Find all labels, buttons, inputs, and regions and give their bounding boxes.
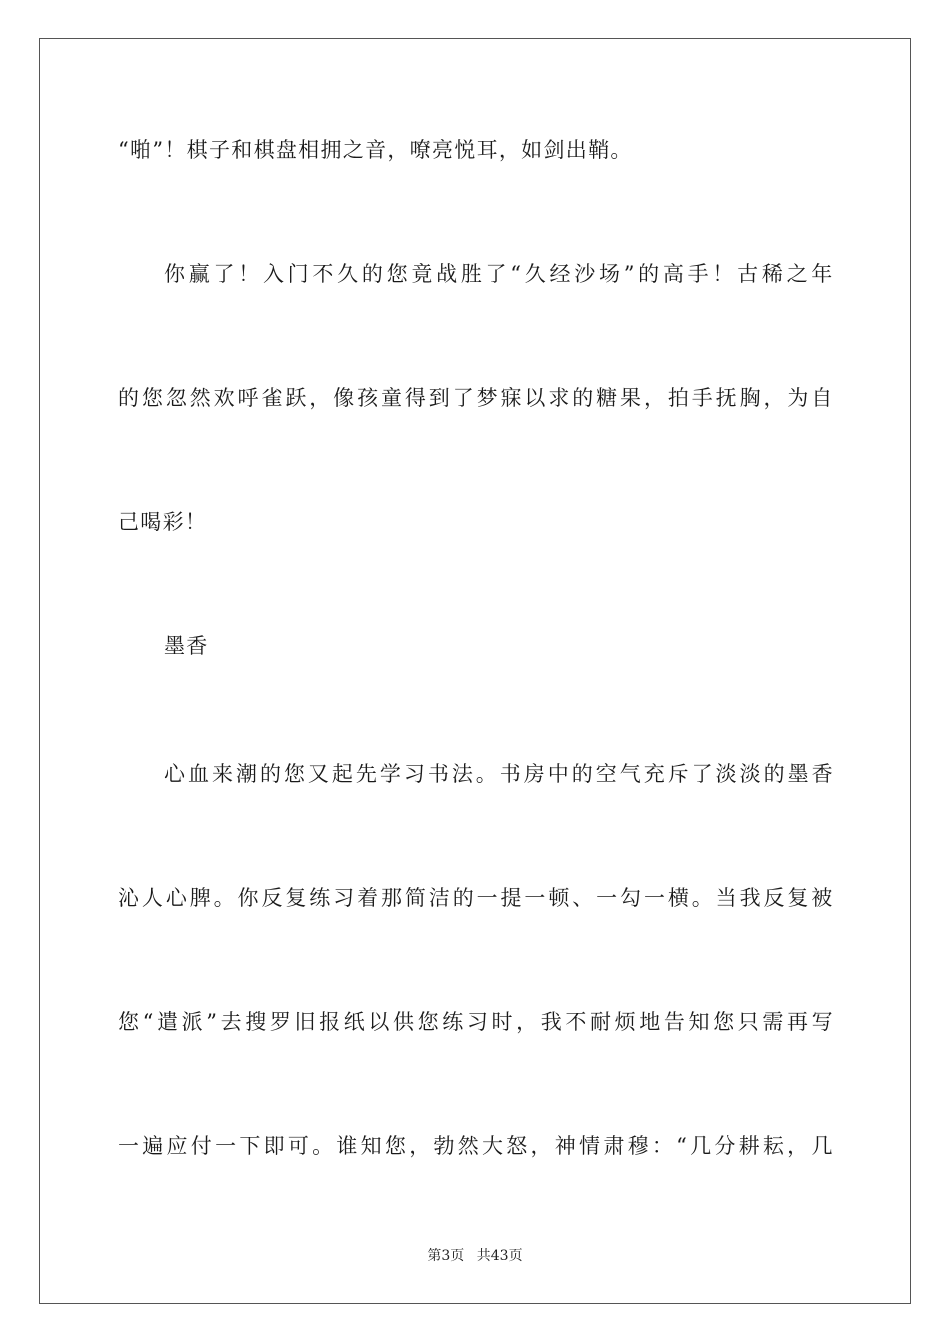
text-line-7: 沁 人 心 脾 。 你 反 复 练 习 着 那 简 洁 的 一 提 一 顿 、 一 勾 一 横 。 当 我 反 复 被	[118, 886, 834, 910]
text-line-8: 您 “ 遣 派 ” 去 搜 罗 旧 报 纸 以 供 您 练 习 时 ， 我 不 耐 烦 地 告 知 您 只 需 再 写	[118, 1010, 834, 1034]
page-footer	[0, 1246, 950, 1266]
text-line-1: “啪”！棋子和棋盘相拥之音，嘹亮悦耳，如剑出鞘。	[118, 138, 633, 162]
page-border	[39, 38, 911, 1304]
section-heading: 墨香	[164, 634, 209, 658]
text-line-3: 的 您 忽 然 欢 呼 雀 跃 ， 像 孩 童 得 到 了 梦 寐 以 求 的 糖 果 ， 拍 手 抚 胸 ， 为 自	[118, 386, 834, 410]
text-line-2: 你 赢 了 ！ 入 门 不 久 的 您 竟 战 胜 了 “ 久 经 沙 场 ” 的 高 手 ！ 古 稀 之 年	[164, 262, 834, 286]
page-number: 第3页	[427, 1248, 465, 1264]
text-line-6: 心 血 来 潮 的 您 又 起 先 学 习 书 法 。 书 房 中 的 空 气 充 斥 了 淡 淡 的 墨 香	[164, 762, 834, 786]
page-total: 共43页	[476, 1248, 523, 1264]
text-line-9: 一 遍 应 付 一 下 即 可 。 谁 知 您 ， 勃 然 大 怒 ， 神 情 肃 穆 ： “ 几 分 耕 耘 ， 几	[118, 1134, 834, 1158]
text-line-4: 己喝彩！	[118, 510, 208, 534]
